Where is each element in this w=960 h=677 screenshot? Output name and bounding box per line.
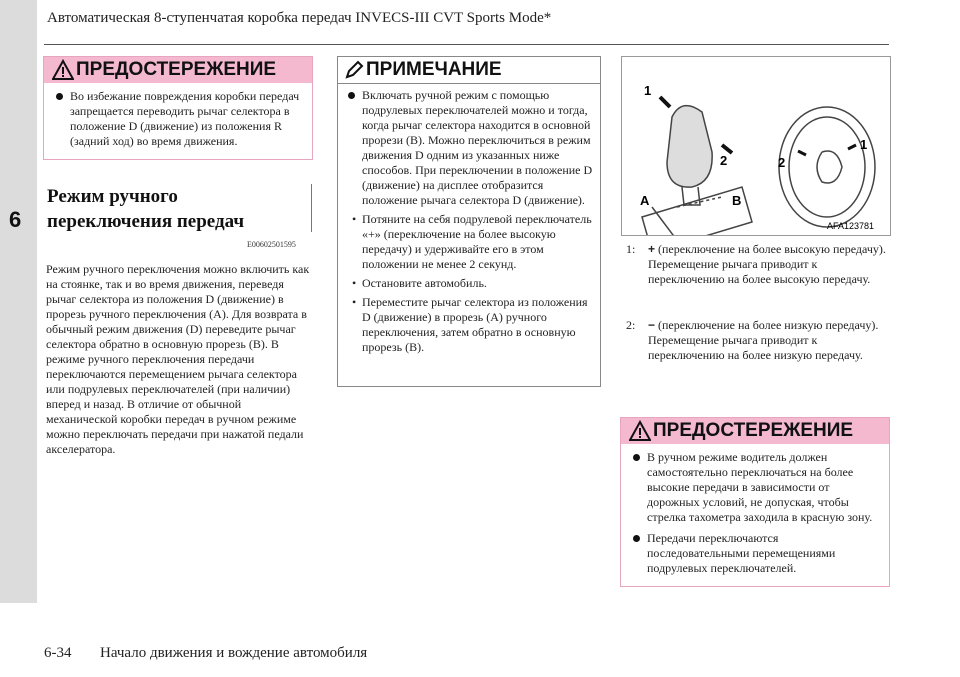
- note-heading: ПРИМЕЧАНИЕ: [366, 59, 502, 80]
- warning-box-2: [620, 417, 890, 587]
- section-title-line2: переключения передач: [47, 211, 245, 232]
- warning-box-1: [43, 56, 313, 160]
- warning-bullet: Во избежание повреждения коробки передач запрещается переводить рычаг селектора в положение D (движение) из положения R (задний ход) во время движения.: [48, 89, 302, 149]
- figure-label-1: 1: [644, 83, 652, 98]
- wheel-label-1: 1: [860, 137, 868, 152]
- figure-label-b: B: [732, 193, 742, 208]
- pencil-icon: [344, 60, 364, 80]
- figure-label-2: 2: [720, 153, 728, 168]
- shifter-figure: [621, 56, 891, 236]
- section-title-block: [43, 184, 312, 232]
- chapter-number: 6: [9, 207, 22, 232]
- figure-label-a: A: [640, 193, 650, 208]
- list-item: [626, 318, 888, 363]
- wheel-label-2: 2: [778, 155, 786, 170]
- note-bullet: Включать ручной режим с помощью подрулевых переключателей можно и тогда, когда рычаг селектора находится в основной прорези (B). Можно переключиться в режим движения D одним из указанных ниже способов. При переключении в положение D (движение) на дисплее отобразится положение рычага селектора D (движение).: [340, 88, 594, 208]
- note-sub-item: • Потяните на себя подрулевой переключатель «+» (переключение на более высокую передачу) и удерживайте его в этом положении не менее 2 секунд.: [348, 212, 592, 272]
- minus-icon: −: [648, 318, 656, 332]
- note-header: [338, 57, 600, 84]
- shifter-illustration: [622, 57, 890, 235]
- plus-icon: +: [648, 242, 656, 256]
- note-sub-item: • Остановите автомобиль.: [348, 276, 592, 291]
- page-header-title: Автоматическая 8-ступенчатая коробка передач INVECS-III CVT Sports Mode*: [47, 10, 552, 26]
- item-text: (переключение на более низкую передачу). Перемещение рычага приводит к переключению на более низкую передачу.: [648, 318, 879, 362]
- header-rule: [44, 44, 889, 45]
- page-number: 6-34: [44, 645, 72, 661]
- footer-title: Начало движения и вождение автомобиля: [100, 645, 368, 661]
- list-item: [626, 242, 888, 287]
- note-box: [337, 56, 601, 387]
- warning-header: [621, 418, 889, 444]
- warning-icon: [52, 59, 74, 81]
- item-text: (переключение на более высокую передачу). Перемещение рычага приводит к переключению на более высокую передачу.: [648, 242, 886, 286]
- section-code: E00602501595: [247, 240, 296, 249]
- warning-icon: [629, 420, 651, 442]
- warning-bullet: Передачи переключаются последовательными перемещениями подрулевых переключателей.: [625, 531, 881, 576]
- warning-header: [44, 57, 312, 83]
- warning-heading: ПРЕДОСТЕРЕЖЕНИЕ: [653, 420, 854, 441]
- body-text: Режим ручного переключения можно включить как на стоянке, так и во время движения, переведя рычаг селектора из положения D (движение) в прорезь ручного переключения (A). Для возврата в обычный режим движения (D) переведите рычаг селектора обратно в основную прорезь (B). В режиме ручного переключения передачи переключаются перемещением рычага селектора или подрулевых переключателей (при наличии) вперед и назад. В отличие от обычной механической коробки передач в ручном режиме можно переключать передачи при нажатой педали акселератора.: [46, 262, 310, 456]
- section-title-line1: Режим ручного: [47, 186, 178, 207]
- item-number: 1:: [626, 242, 636, 256]
- item-number: 2:: [626, 318, 636, 332]
- chapter-sidebar: [0, 0, 37, 603]
- warning-heading: ПРЕДОСТЕРЕЖЕНИЕ: [76, 59, 277, 80]
- note-sub-item: • Переместите рычаг селектора из положения D (движение) в прорезь (A) ручного переключения, затем обратно в основную прорезь (B).: [348, 295, 592, 355]
- warning-bullet: В ручном режиме водитель должен самостоятельно переключаться на более высокие передачи в зависимости от дорожных условий, не допуская, чтобы стрелка тахометра заходила в красную зону.: [625, 450, 881, 525]
- figure-code: AFA123781: [827, 221, 875, 231]
